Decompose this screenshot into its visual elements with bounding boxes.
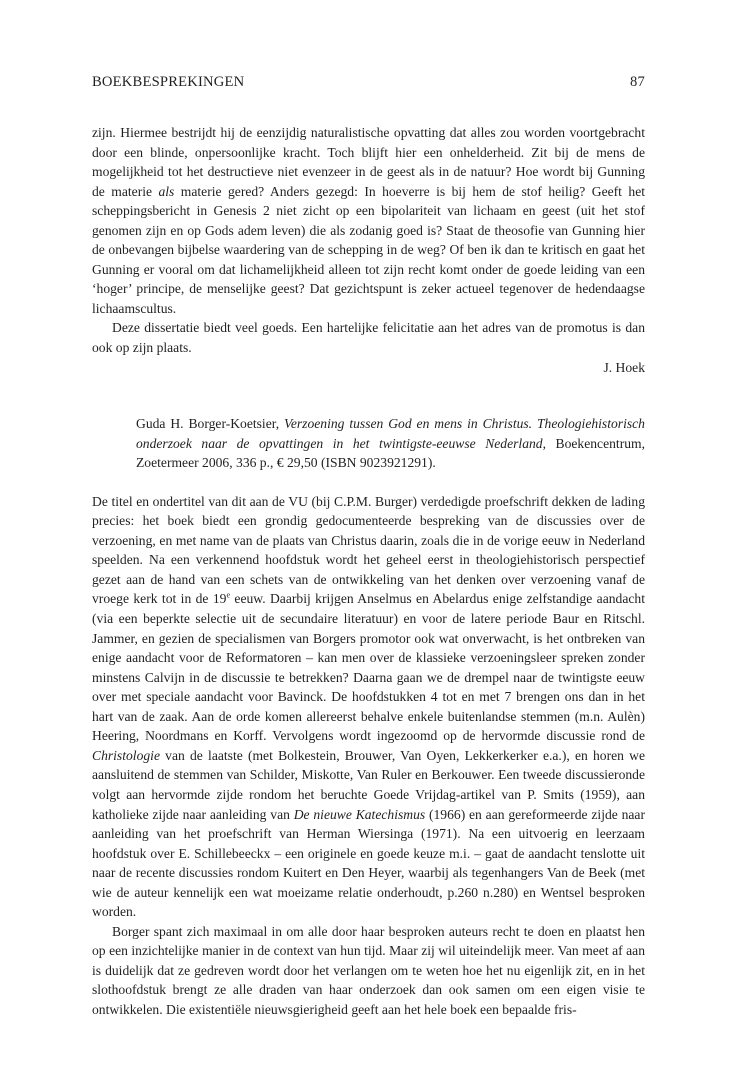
citation-details: , Boekencentrum, Zoetermeer 2006, 336 p., € 29,50 (ISBN 9023921291).: [136, 435, 645, 471]
review-body: [92, 492, 645, 1020]
citation-title: Verzoening tussen God en mens in Christus. Theologiehistorisch onderzoek naar de opvattingen in het twintigste-eeuwse Nederland: [136, 416, 645, 451]
paragraph: Borger spant zich maximaal in om alle door haar besproken auteurs recht te doen en plaatst hen op een inzichtelijke manier in de context van hun tijd. Maar zij wil uiteindelijk meer. Van meet af aan is duidelijk dat ze gedreven wordt door het verlangen om te weten hoe het nu eigenlijk zit, en in het slothoofdstuk brengt ze alle draden van haar onderzoek dan ook samen om een eigen visie te ontwikkelen. Die existentiële nieuwsgierigheid geeft aan het hele boek een bepaalde fris-: [92, 923, 645, 1017]
italic-text: als: [158, 183, 175, 199]
running-header: [92, 74, 645, 98]
paragraph: [92, 123, 645, 318]
page-number: 87: [630, 74, 645, 90]
running-title: BOEKBESPREKINGEN: [92, 74, 245, 90]
page: [92, 74, 645, 1020]
text-run: eeuw. Daarbij krijgen Anselmus en Abelardus enige zelfstandige aandacht (via een beperkte selectie uit de secundaire literatuur) en voor de latere periode Baur en Ritschl. Jammer, en gezien de specialismen van Borgers promotor ook wat onverwacht, is het ontbreken van enige aandacht voor de Reformatoren – kan men over de klassieke verzoeningsleer spreken zonder minstens Calvijn in de discussie te betrekken? Daarna gaan we de drempel naar de twintigste eeuw over met speciale aandacht voor Bavinck. De hoofdstukken 4 tot en met 7 brengen ons dan in het hart van de zaak. Aan de orde komen allereerst behalve enkele buitenlandse stemmen (m.n. Aulèn) Heering, Noordmans en Korff. Vervolgens wordt ingezoomd op de hervormde discussie rond de: [92, 591, 645, 744]
paragraph: Deze dissertatie biedt veel goeds. Een hartelijke felicitatie aan het adres van de promotus is dan ook op zijn plaats.: [92, 320, 645, 356]
text-run: van de laatste (met Bolkestein, Brouwer, Van Oyen, Lekkerkerker e.a.), en horen we aansluitend de stemmen van Schilder, Miskotte, Van Ruler en Berkouwer. Een tweede discussieronde volgt aan hervormde zijde rondom het beruchte Goede Vrijdag-artikel van P. Smits (1959), aan katholieke zijde naar aanleiding van: [92, 747, 645, 822]
book-citation: [92, 414, 645, 473]
text-run: zijn. Hiermee bestrijdt hij de eenzijdig naturalistische opvatting dat alles zou worden voortgebracht door een blinde, onpersoonlijke kracht. Toch blijft hier een onhelderheid. Zit bij de mens de mogelijkheid tot het destructieve niet evenzeer in de geest als in de natuur? Hoe wordt bij Gunning de materie: [92, 125, 645, 199]
italic-text: Christologie: [92, 747, 160, 763]
text-run: De titel en ondertitel van dit aan de VU (bij C.P.M. Burger) verdedigde proefschrift dekken de lading precies: het boek biedt een grondig gedocumenteerde bespreking van de discussies over de verzoening, en met name van de plaats van Christus daarin, zoals die in de vorige eeuw in Nederland speelden. Na een verkennend hoofdstuk wordt het geheel eerst in theologiehistorisch perspectief gezet aan de hand van een schets van de ontwikkeling van het denken over verzoening vanaf de vroege kerk tot in de 19: [92, 493, 645, 607]
paragraph: [92, 492, 645, 922]
citation-author: Guda H. Borger-Koetsier,: [136, 416, 285, 432]
previous-review-end: [92, 123, 645, 377]
superscript: e: [226, 590, 231, 600]
italic-text: De nieuwe Katechismus: [293, 806, 426, 822]
reviewer-signature: J. Hoek: [603, 359, 645, 375]
text-run: materie gered? Anders gezegd: In hoeverre is bij hem de stof heilig? Geeft het scheppingsbericht in Genesis 2 niet zicht op een bipolariteit van lichaam en geest (uit het stof genomen zijn en op Gods adem leven) die als zodanig goed is? Staat de theosofie van Gunning hier de onbevangen bijbelse waardering van de schepping in de weg? Of ben ik dan te kritisch en gaat het Gunning er vooral om dat lichamelijkheid alleen tot zijn recht komt onder de goede leiding van een ‘hoger’ principe, de menselijke geest? Dat gezichtspunt is zeker actueel tegenover de hedendaagse lichaamscultus.: [92, 183, 646, 316]
text-run: (1966) en aan gereformeerde zijde naar aanleiding van het proefschrift van Herman Wiersinga (1971). Na een uitvoerig en leerzaam hoofdstuk over E. Schillebeeckx – een originele en goede keuze m.i. – gaat de aandacht tenslotte uit naar de recente discussies rondom Kuitert en Den Heyer, waarbij als tegenhangers Van de Beek (met wie de auteur kennelijk een wat moeizame relatie onderhoudt, p.260 n.280) en Wentsel besproken worden.: [92, 806, 645, 920]
